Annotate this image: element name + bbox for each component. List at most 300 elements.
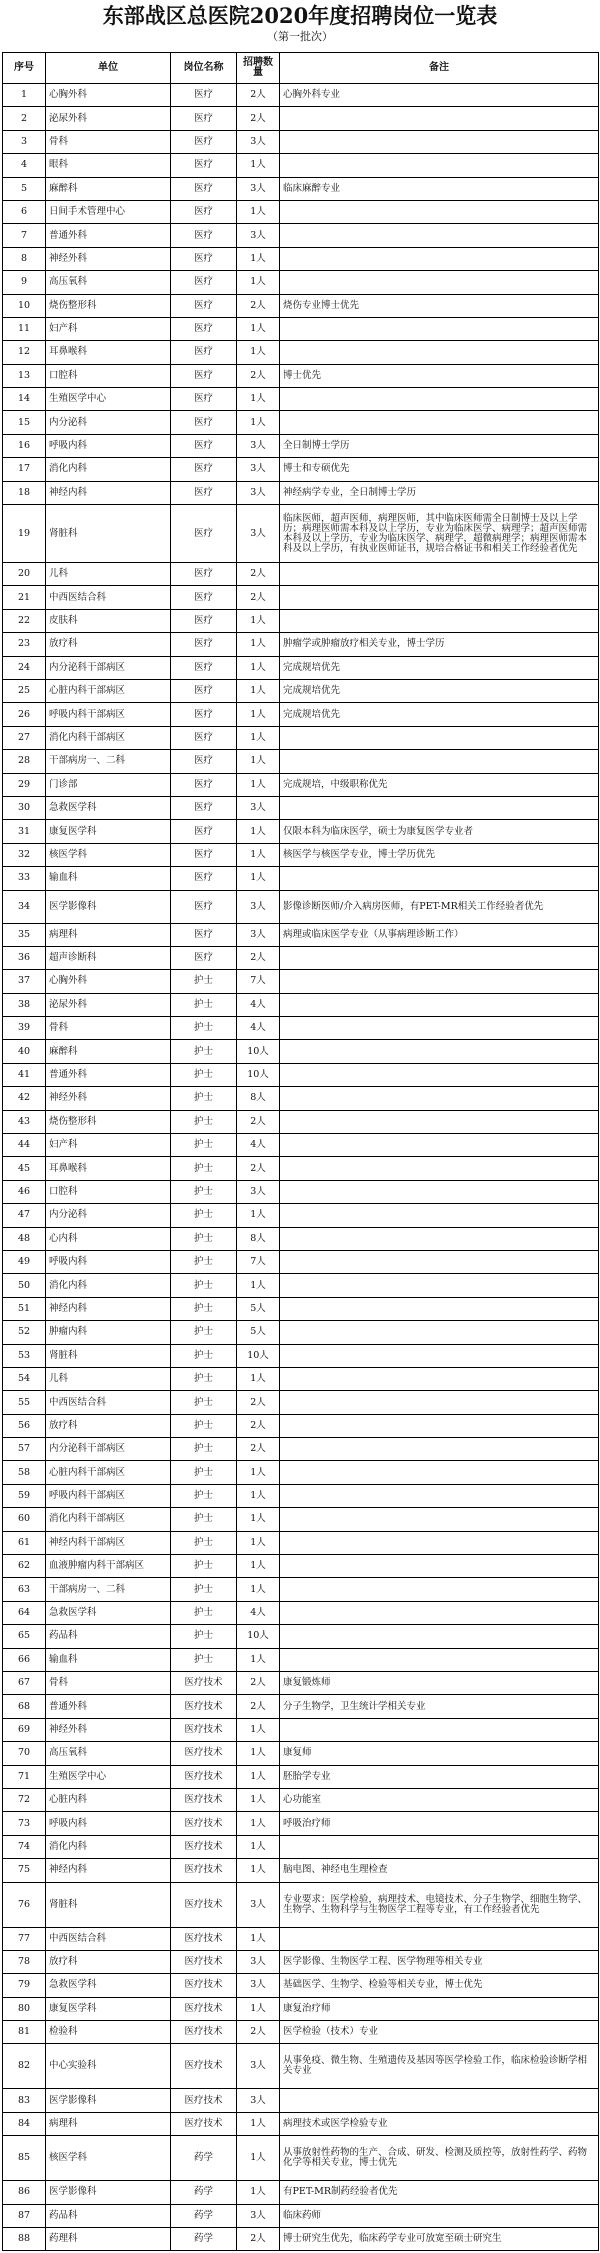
cell-cnt: 2人 (237, 1414, 280, 1437)
cell-cnt: 1人 (237, 1648, 280, 1671)
cell-type: 药学 (171, 2204, 237, 2227)
cell-dept: 中西医结合科 (46, 1927, 171, 1950)
table-row (3, 154, 599, 177)
table-row (3, 2181, 599, 2204)
cell-idx: 84 (3, 2112, 46, 2135)
cell-note (280, 107, 599, 130)
cell-type: 医疗 (171, 750, 237, 773)
cell-idx: 21 (3, 586, 46, 609)
cell-dept: 皮肤科 (46, 609, 171, 632)
table-row (3, 609, 599, 632)
cell-idx: 4 (3, 154, 46, 177)
cell-idx: 63 (3, 1578, 46, 1601)
cell-type: 护士 (171, 1391, 237, 1414)
cell-cnt: 1人 (237, 1997, 280, 2020)
table-row (3, 1508, 599, 1531)
cell-type: 护士 (171, 1274, 237, 1297)
cell-note: 临床麻醉专业 (280, 177, 599, 200)
cell-type: 医疗 (171, 843, 237, 866)
table-row (3, 224, 599, 247)
table-row (3, 1087, 599, 1110)
cell-note (280, 563, 599, 586)
cell-note (280, 1134, 599, 1157)
cell-idx: 74 (3, 1835, 46, 1858)
cell-idx: 79 (3, 1974, 46, 1997)
cell-note (280, 1484, 599, 1507)
cell-cnt: 2人 (237, 1672, 280, 1695)
cell-idx: 46 (3, 1180, 46, 1203)
cell-idx: 71 (3, 1765, 46, 1788)
cell-type: 护士 (171, 1227, 237, 1250)
table-row (3, 1997, 599, 2020)
table-row (3, 1835, 599, 1858)
table-row (3, 1414, 599, 1437)
cell-cnt: 1人 (237, 703, 280, 726)
cell-dept: 神经外科 (46, 1718, 171, 1741)
cell-cnt: 1人 (237, 1835, 280, 1858)
table-row (3, 890, 599, 923)
cell-idx: 2 (3, 107, 46, 130)
cell-idx: 83 (3, 2089, 46, 2112)
table-row (3, 317, 599, 340)
table-row (3, 1274, 599, 1297)
cell-note: 从事放射性药物的生产、合成、研发、检测及质控等，放射性药学、药物化学等相关专业，博士优先 (280, 2136, 599, 2181)
table-row (3, 177, 599, 200)
cell-cnt: 1人 (237, 726, 280, 749)
table-row (3, 1765, 599, 1788)
cell-cnt: 4人 (237, 1601, 280, 1624)
cell-note (280, 1087, 599, 1110)
cell-type: 医疗技术 (171, 1788, 237, 1811)
cell-cnt: 3人 (237, 1974, 280, 1997)
cell-type: 医疗 (171, 773, 237, 796)
cell-note (280, 1157, 599, 1180)
table-row (3, 505, 599, 563)
cell-dept: 呼吸内科 (46, 1250, 171, 1273)
cell-dept: 高压氧科 (46, 1742, 171, 1765)
cell-type: 护士 (171, 1134, 237, 1157)
cell-idx: 20 (3, 563, 46, 586)
cell-type: 医疗技术 (171, 1672, 237, 1695)
cell-dept: 呼吸内科 (46, 434, 171, 457)
cell-note (280, 1344, 599, 1367)
cell-cnt: 2人 (237, 107, 280, 130)
cell-idx: 51 (3, 1297, 46, 1320)
cell-note (280, 317, 599, 340)
cell-type: 护士 (171, 1040, 237, 1063)
cell-idx: 33 (3, 867, 46, 890)
cell-dept: 内分泌科 (46, 1204, 171, 1227)
table-row (3, 563, 599, 586)
cell-idx: 22 (3, 609, 46, 632)
cell-dept: 肾脏科 (46, 505, 171, 563)
cell-idx: 64 (3, 1601, 46, 1624)
table-row (3, 1297, 599, 1320)
cell-dept: 检验科 (46, 2021, 171, 2044)
cell-cnt: 1人 (237, 2181, 280, 2204)
cell-cnt: 1人 (237, 1859, 280, 1882)
cell-idx: 55 (3, 1391, 46, 1414)
cell-note: 心胸外科专业 (280, 84, 599, 107)
cell-dept: 神经内科 (46, 481, 171, 504)
cell-note (280, 1204, 599, 1227)
cell-cnt: 1人 (237, 633, 280, 656)
cell-note (280, 1063, 599, 1086)
cell-note: 完成规培优先 (280, 703, 599, 726)
cell-type: 医疗 (171, 563, 237, 586)
cell-idx: 56 (3, 1414, 46, 1437)
cell-idx: 35 (3, 923, 46, 946)
cell-idx: 76 (3, 1882, 46, 1927)
cell-note (280, 1601, 599, 1624)
cell-dept: 放疗科 (46, 1950, 171, 1973)
cell-cnt: 1人 (237, 388, 280, 411)
cell-dept: 儿科 (46, 1367, 171, 1390)
table-row (3, 993, 599, 1016)
cell-cnt: 2人 (237, 294, 280, 317)
table-row (3, 271, 599, 294)
table-row (3, 1321, 599, 1344)
cell-note (280, 1250, 599, 1273)
cell-note (280, 130, 599, 153)
cell-dept: 神经内科 (46, 1297, 171, 1320)
cell-note (280, 271, 599, 294)
cell-idx: 38 (3, 993, 46, 1016)
cell-note (280, 1555, 599, 1578)
cell-dept: 药理科 (46, 2228, 171, 2251)
cell-cnt: 3人 (237, 177, 280, 200)
header-idx: 序号 (3, 53, 46, 84)
cell-note (280, 1040, 599, 1063)
table-row (3, 796, 599, 819)
cell-type: 医疗技术 (171, 1835, 237, 1858)
cell-note (280, 224, 599, 247)
cell-idx: 11 (3, 317, 46, 340)
cell-type: 医疗 (171, 271, 237, 294)
cell-idx: 58 (3, 1461, 46, 1484)
cell-dept: 泌尿外科 (46, 993, 171, 1016)
table-body (3, 84, 599, 2251)
cell-idx: 69 (3, 1718, 46, 1741)
cell-type: 医疗技术 (171, 1812, 237, 1835)
cell-dept: 呼吸内科干部病区 (46, 1484, 171, 1507)
table-row (3, 434, 599, 457)
table-row (3, 1157, 599, 1180)
page-subtitle: （第一批次） (267, 30, 333, 43)
cell-cnt: 3人 (237, 890, 280, 923)
cell-note (280, 726, 599, 749)
cell-idx: 73 (3, 1812, 46, 1835)
cell-type: 护士 (171, 1110, 237, 1133)
cell-cnt: 3人 (237, 1950, 280, 1973)
cell-idx: 75 (3, 1859, 46, 1882)
cell-dept: 急救医学科 (46, 1974, 171, 1997)
cell-dept: 超声诊断科 (46, 946, 171, 969)
cell-idx: 81 (3, 2021, 46, 2044)
table-row (3, 679, 599, 702)
cell-note: 博士优先 (280, 364, 599, 387)
cell-dept: 急救医学科 (46, 796, 171, 819)
cell-cnt: 2人 (237, 1695, 280, 1718)
cell-idx: 15 (3, 411, 46, 434)
cell-cnt: 1人 (237, 1461, 280, 1484)
cell-idx: 85 (3, 2136, 46, 2181)
cell-idx: 14 (3, 388, 46, 411)
cell-dept: 神经内科干部病区 (46, 1531, 171, 1554)
table-row (3, 773, 599, 796)
cell-type: 护士 (171, 1321, 237, 1344)
cell-note: 完成规培，中级职称优先 (280, 773, 599, 796)
cell-cnt: 3人 (237, 434, 280, 457)
table-row (3, 1812, 599, 1835)
cell-type: 医疗 (171, 481, 237, 504)
table-row (3, 84, 599, 107)
cell-type: 医疗 (171, 458, 237, 481)
cell-type: 药学 (171, 2136, 237, 2181)
cell-idx: 65 (3, 1625, 46, 1648)
cell-dept: 心胸外科 (46, 970, 171, 993)
cell-dept: 泌尿外科 (46, 107, 171, 130)
cell-cnt: 1人 (237, 867, 280, 890)
cell-note (280, 1297, 599, 1320)
cell-type: 医疗 (171, 434, 237, 457)
cell-cnt: 3人 (237, 1180, 280, 1203)
cell-type: 医疗 (171, 130, 237, 153)
cell-type: 护士 (171, 1625, 237, 1648)
cell-cnt: 8人 (237, 1087, 280, 1110)
cell-cnt: 2人 (237, 84, 280, 107)
cell-note: 临床医师，超声医师，病理医师，其中临床医师需全日制博士及以上学历；病理医师需本科及以上学历，专业为临床医学、病理学；超声医师需本科及以上学历，专业为临床医学、病理学，超微病理学；病理医师需本科及以上学历，有执业医师证书，规培合格证书和相关工作经验者优先 (280, 505, 599, 563)
cell-note: 核医学与核医学专业，博士学历优先 (280, 843, 599, 866)
cell-idx: 7 (3, 224, 46, 247)
cell-note (280, 1180, 599, 1203)
cell-cnt: 3人 (237, 458, 280, 481)
cell-type: 医疗 (171, 867, 237, 890)
table-row (3, 1718, 599, 1741)
cell-dept: 神经内科 (46, 1859, 171, 1882)
cell-dept: 口腔科 (46, 364, 171, 387)
cell-note: 有PET-MR制药经验者优先 (280, 2181, 599, 2204)
cell-idx: 68 (3, 1695, 46, 1718)
cell-cnt: 1人 (237, 271, 280, 294)
cell-dept: 普通外科 (46, 1695, 171, 1718)
cell-cnt: 2人 (237, 1157, 280, 1180)
cell-dept: 烧伤整形科 (46, 1110, 171, 1133)
cell-note: 从事免疫、微生物、生殖遗传及基因等医学检验工作，临床检验诊断学相关专业 (280, 2044, 599, 2089)
cell-cnt: 1人 (237, 1531, 280, 1554)
table-row (3, 1555, 599, 1578)
cell-idx: 37 (3, 970, 46, 993)
table-row (3, 1974, 599, 1997)
cell-cnt: 8人 (237, 1227, 280, 1250)
cell-dept: 内分泌科干部病区 (46, 1438, 171, 1461)
cell-type: 医疗 (171, 679, 237, 702)
cell-type: 医疗 (171, 633, 237, 656)
cell-idx: 49 (3, 1250, 46, 1273)
header-type: 岗位名称 (171, 53, 237, 84)
cell-type: 医疗技术 (171, 1882, 237, 1927)
table-row (3, 946, 599, 969)
cell-idx: 82 (3, 2044, 46, 2089)
cell-dept: 心脏内科干部病区 (46, 1461, 171, 1484)
table-row (3, 1367, 599, 1390)
cell-note (280, 388, 599, 411)
cell-cnt: 1人 (237, 1367, 280, 1390)
cell-note: 博士和专硕优先 (280, 458, 599, 481)
cell-dept: 妇产科 (46, 317, 171, 340)
table-row (3, 2021, 599, 2044)
cell-cnt: 7人 (237, 1250, 280, 1273)
cell-type: 护士 (171, 1180, 237, 1203)
cell-type: 医疗技术 (171, 1718, 237, 1741)
cell-cnt: 2人 (237, 563, 280, 586)
cell-idx: 57 (3, 1438, 46, 1461)
cell-dept: 消化内科 (46, 1274, 171, 1297)
cell-cnt: 2人 (237, 1391, 280, 1414)
cell-note (280, 1835, 599, 1858)
cell-note (280, 1531, 599, 1554)
cell-idx: 52 (3, 1321, 46, 1344)
cell-dept: 康复医学科 (46, 820, 171, 843)
cell-dept: 急救医学科 (46, 1601, 171, 1624)
cell-dept: 神经外科 (46, 1087, 171, 1110)
cell-type: 护士 (171, 1508, 237, 1531)
cell-cnt: 1人 (237, 2112, 280, 2135)
cell-cnt: 1人 (237, 411, 280, 434)
table-row (3, 1742, 599, 1765)
cell-dept: 普通外科 (46, 1063, 171, 1086)
cell-idx: 44 (3, 1134, 46, 1157)
cell-note: 临床药师 (280, 2204, 599, 2227)
cell-type: 护士 (171, 1017, 237, 1040)
cell-type: 医疗技术 (171, 1742, 237, 1765)
cell-dept: 肾脏科 (46, 1344, 171, 1367)
cell-idx: 45 (3, 1157, 46, 1180)
cell-type: 医疗 (171, 177, 237, 200)
cell-cnt: 3人 (237, 2204, 280, 2227)
cell-type: 护士 (171, 993, 237, 1016)
cell-type: 医疗技术 (171, 1765, 237, 1788)
table-row (3, 2112, 599, 2135)
cell-idx: 18 (3, 481, 46, 504)
cell-cnt: 4人 (237, 993, 280, 1016)
cell-dept: 病理科 (46, 923, 171, 946)
cell-idx: 25 (3, 679, 46, 702)
cell-dept: 麻醉科 (46, 1040, 171, 1063)
table-row (3, 130, 599, 153)
cell-dept: 医学影像科 (46, 2089, 171, 2112)
cell-idx: 16 (3, 434, 46, 457)
cell-note (280, 1718, 599, 1741)
cell-dept: 儿科 (46, 563, 171, 586)
cell-cnt: 3人 (237, 505, 280, 563)
table-row (3, 1859, 599, 1882)
table-row (3, 1110, 599, 1133)
table-row (3, 1017, 599, 1040)
cell-dept: 内分泌科干部病区 (46, 656, 171, 679)
cell-cnt: 2人 (237, 2021, 280, 2044)
cell-note (280, 1110, 599, 1133)
cell-type: 医疗 (171, 317, 237, 340)
cell-type: 医疗技术 (171, 1997, 237, 2020)
cell-cnt: 1人 (237, 1578, 280, 1601)
cell-idx: 87 (3, 2204, 46, 2227)
cell-type: 护士 (171, 1578, 237, 1601)
cell-idx: 1 (3, 84, 46, 107)
cell-note (280, 1625, 599, 1648)
cell-dept: 药品科 (46, 2204, 171, 2227)
table-row (3, 1040, 599, 1063)
table-row (3, 1695, 599, 1718)
table-row (3, 1788, 599, 1811)
table-row (3, 2044, 599, 2089)
cell-type: 护士 (171, 1531, 237, 1554)
cell-idx: 8 (3, 247, 46, 270)
cell-dept: 耳鼻喉科 (46, 1157, 171, 1180)
cell-cnt: 1人 (237, 843, 280, 866)
cell-note: 分子生物学，卫生统计学相关专业 (280, 1695, 599, 1718)
cell-cnt: 3人 (237, 224, 280, 247)
cell-idx: 34 (3, 890, 46, 923)
table-row (3, 341, 599, 364)
cell-cnt: 10人 (237, 1625, 280, 1648)
cell-type: 医疗 (171, 364, 237, 387)
cell-type: 医疗 (171, 411, 237, 434)
cell-note: 全日制博士学历 (280, 434, 599, 457)
table-row (3, 1531, 599, 1554)
cell-dept: 心胸外科 (46, 84, 171, 107)
cell-cnt: 1人 (237, 820, 280, 843)
cell-type: 医疗 (171, 200, 237, 223)
cell-idx: 31 (3, 820, 46, 843)
cell-dept: 门诊部 (46, 773, 171, 796)
cell-dept: 口腔科 (46, 1180, 171, 1203)
cell-dept: 呼吸内科干部病区 (46, 703, 171, 726)
cell-idx: 17 (3, 458, 46, 481)
cell-note: 康复治疗师 (280, 1997, 599, 2020)
cell-note: 专业要求：医学检验，病理技术、电镜技术、分子生物学、细胞生物学、生物学、生物科学与生物医学工程等专业，有工作经验者优先 (280, 1882, 599, 1927)
cell-cnt: 2人 (237, 1438, 280, 1461)
cell-note: 神经病学专业，全日制博士学历 (280, 481, 599, 504)
cell-type: 医疗 (171, 820, 237, 843)
table-row (3, 586, 599, 609)
recruitment-table (2, 52, 599, 2251)
cell-note (280, 993, 599, 1016)
cell-type: 护士 (171, 1157, 237, 1180)
cell-dept: 血液肿瘤内科干部病区 (46, 1555, 171, 1578)
cell-type: 护士 (171, 1438, 237, 1461)
cell-note (280, 200, 599, 223)
cell-cnt: 3人 (237, 796, 280, 819)
cell-idx: 26 (3, 703, 46, 726)
table-header-row (3, 53, 599, 84)
cell-dept: 眼科 (46, 154, 171, 177)
cell-idx: 86 (3, 2181, 46, 2204)
cell-note: 烧伤专业博士优先 (280, 294, 599, 317)
table-row (3, 1648, 599, 1671)
cell-idx: 10 (3, 294, 46, 317)
cell-dept: 高压氧科 (46, 271, 171, 294)
cell-type: 护士 (171, 970, 237, 993)
cell-type: 护士 (171, 1087, 237, 1110)
cell-note: 完成规培优先 (280, 679, 599, 702)
cell-dept: 麻醉科 (46, 177, 171, 200)
table-row (3, 923, 599, 946)
cell-cnt: 10人 (237, 1040, 280, 1063)
cell-cnt: 1人 (237, 1484, 280, 1507)
cell-note: 影像诊断医师/介入病房医师，有PET-MR相关工作经验者优先 (280, 890, 599, 923)
cell-type: 医疗 (171, 890, 237, 923)
